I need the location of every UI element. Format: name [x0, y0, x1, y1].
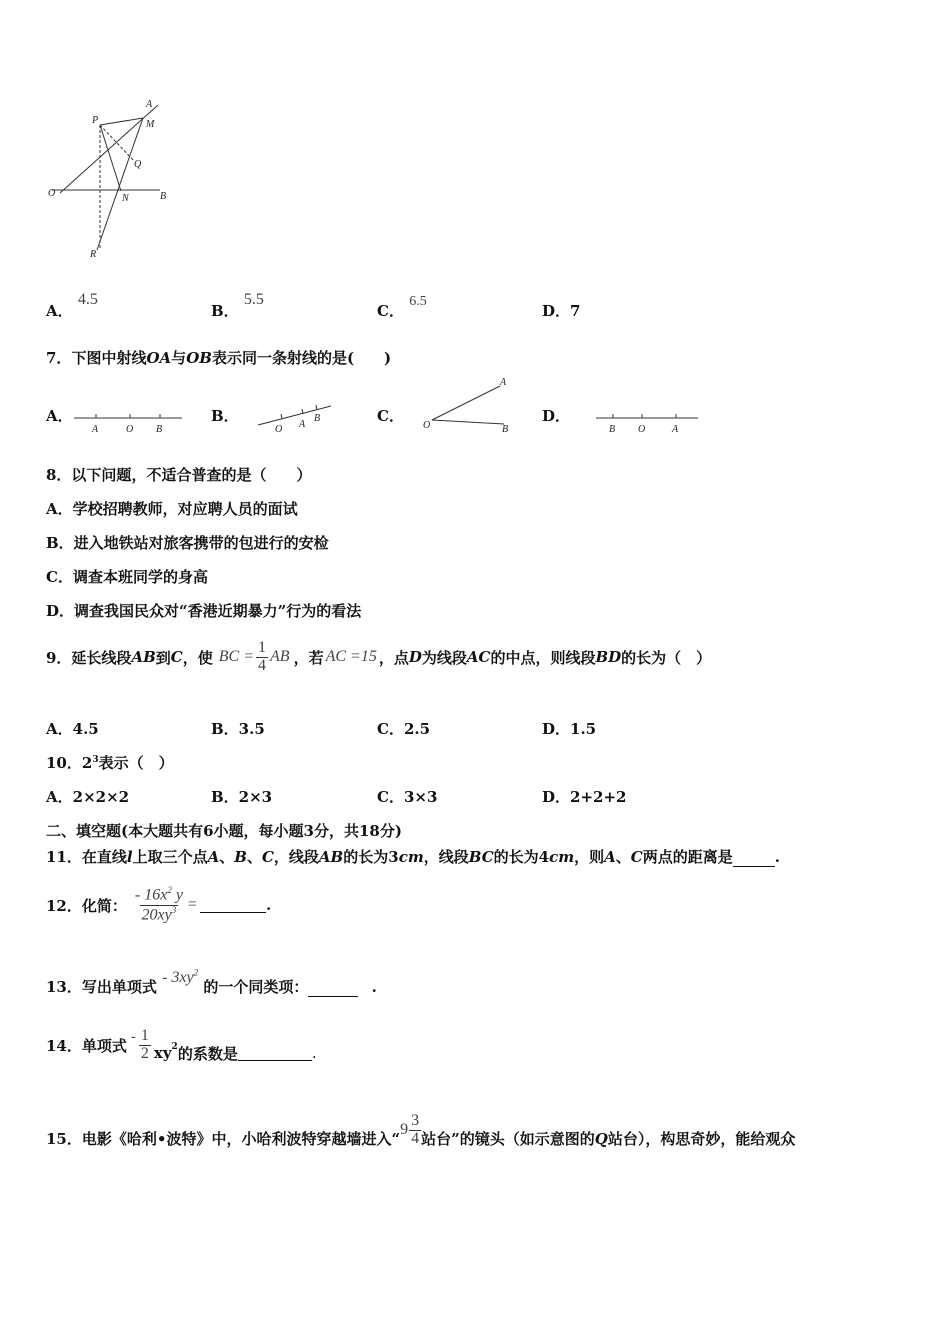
fig-label-b: B	[160, 191, 167, 202]
fig-label-a: A	[146, 99, 153, 110]
fig-label-q: Q	[134, 159, 142, 170]
fig-a-label-a: A	[92, 424, 99, 435]
q10-option-c: C．3×3	[377, 788, 438, 806]
q6-option-a: A． 4.5	[46, 291, 98, 320]
q7-question: 7．下图中射线OA与OB表示同一条射线的是( )	[46, 349, 392, 367]
q7-figure-d	[592, 405, 702, 435]
q6-geometry-figure	[42, 95, 182, 265]
q11-question: 11．在直线l上取三个点A、B、C，线段AB的长为3cm，线段BC的长为4cm，则A、C两点的距离是 .	[46, 848, 780, 866]
q6-option-d: D．7	[542, 302, 581, 320]
q6-option-c: C． 6.5	[377, 294, 427, 320]
q12-question: 12．化简： $\frac{- 16x^2 y}{20xy^3}$ = .	[46, 885, 272, 923]
q13-question: 13．写出单项式 - $3xy^2$ 的一个同类项： .	[46, 967, 377, 996]
q9-option-a: A．4.5	[46, 720, 99, 738]
q8-option-c: C．调查本班同学的身高	[46, 568, 208, 586]
fig-c-label-o: O	[423, 420, 431, 431]
q6-option-b: B． 5.5	[211, 291, 264, 320]
q9-option-c: C．2.5	[377, 720, 431, 738]
fig-d-label-b: B	[609, 424, 616, 435]
fig-label-o: O	[48, 188, 56, 199]
fig-a-label-b: B	[156, 424, 163, 435]
q13-answer-blank[interactable]	[308, 982, 358, 997]
q9-question: 9．延长线段 AB 到 C ，使 BC = $\frac{1}{4}$ AB ，若 AC =15 ，点 D 为线段 AC 的中点，则线段 BD 的长为（ ）	[46, 638, 712, 674]
q8-question: 8．以下问题，不适合普查的是（ ）	[46, 466, 312, 484]
q12-answer-blank[interactable]	[200, 898, 266, 913]
fig-label-r: R	[90, 249, 97, 260]
q7-option-b-letter: B．	[211, 407, 239, 425]
fig-c-label-b: B	[502, 424, 509, 435]
q7-option-d-letter: D．	[542, 407, 571, 425]
q15-question: 15．电影《哈利•波特》中，小哈利波特穿越墙进入“ 9 $\frac{3}{4}$ 站台”的镜头（如示意图的Q站台），构思奇妙，能给观众	[46, 1111, 796, 1148]
q10-option-a: A．2×2×2	[46, 788, 130, 806]
q15-mixed-number: 9 $\frac{3}{4}$	[400, 1111, 420, 1147]
q7-option-c-letter: C．	[377, 407, 404, 425]
q10-question: 10．$2^3$表示（ ）	[46, 754, 174, 772]
q7-figure-a	[70, 405, 185, 435]
fig-c-label-a: A	[500, 377, 507, 388]
fig-b-label-a: A	[299, 419, 306, 430]
fig-b-label-o: O	[275, 424, 283, 435]
fig-b-label-b: B	[314, 413, 321, 424]
q7-figure-c	[420, 372, 520, 436]
q8-option-b: B．进入地铁站对旅客携带的包进行的安检	[46, 534, 329, 552]
q14-question: 14．单项式 - $\frac{1}{2}$ xy $^2$ 的系数是 .	[46, 1026, 317, 1063]
q7-option-a-letter: A．	[46, 407, 73, 425]
q10-option-d: D．2+2+2	[542, 788, 627, 806]
q9-option-d: D．1.5	[542, 720, 597, 738]
q8-option-d: D．调查我国民众对“香港近期暴力”行为的看法	[46, 602, 362, 620]
q10-option-b: B．2×3	[211, 788, 273, 806]
fig-label-n: N	[122, 193, 129, 204]
q14-fraction: $\frac{1}{2}$	[140, 1026, 149, 1062]
q12-fraction: $\frac{- 16x^2 y}{20xy^3}$	[134, 885, 183, 923]
fig-a-label-o: O	[126, 424, 134, 435]
fig-label-p: P	[92, 115, 99, 126]
fig-d-label-a: A	[672, 424, 679, 435]
q8-option-a: A．学校招聘教师，对应聘人员的面试	[46, 500, 298, 518]
fig-d-label-o: O	[638, 424, 646, 435]
q7-figure-b	[255, 400, 335, 435]
q9-bc-equation: BC = $\frac{1}{4}$ AB	[218, 638, 290, 674]
q11-answer-blank[interactable]	[733, 852, 775, 867]
q14-answer-blank[interactable]	[238, 1046, 312, 1061]
q9-option-b: B．3.5	[211, 720, 265, 738]
section-heading: 二、填空题(本大题共有6小题，每小题3分，共18分)	[46, 822, 402, 840]
fig-label-m: M	[146, 119, 155, 130]
